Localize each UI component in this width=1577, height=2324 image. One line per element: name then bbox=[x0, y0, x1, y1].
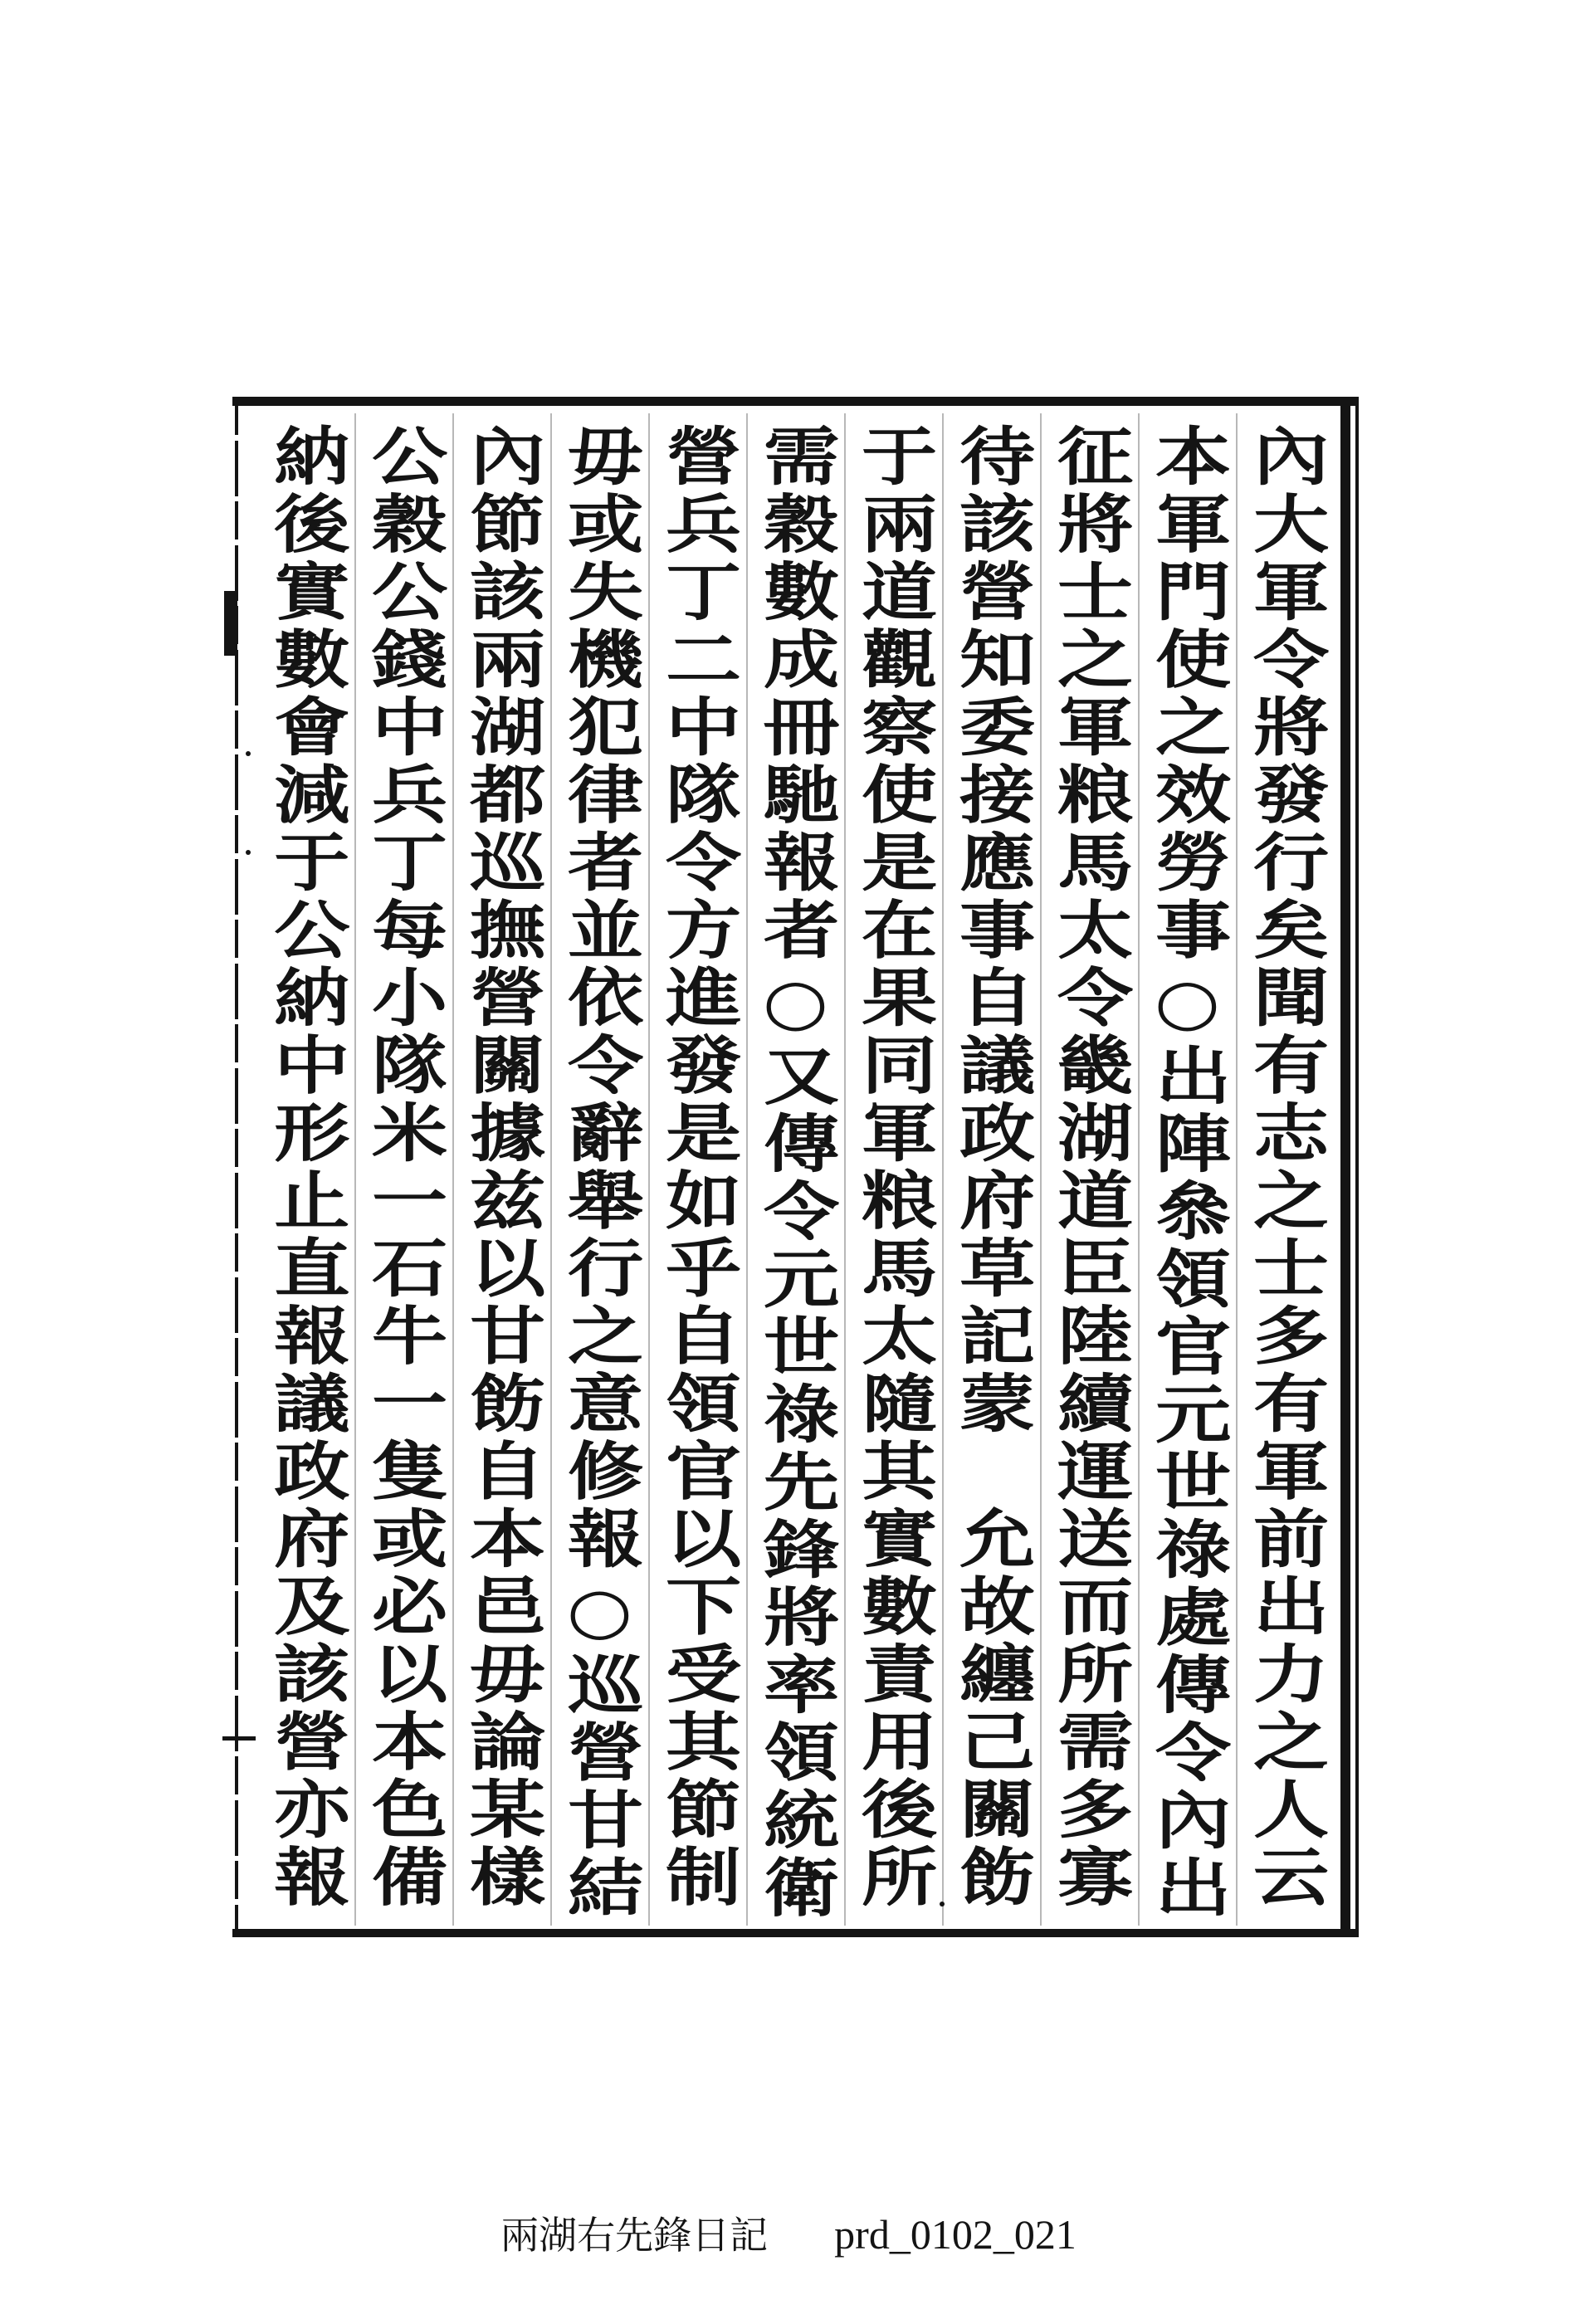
text-column-7 bbox=[648, 413, 746, 1926]
left-margin-ink-mark bbox=[224, 591, 237, 656]
text-column-6 bbox=[746, 413, 844, 1926]
text-column-9-text: 內節該兩湖都巡撫營關據兹以甘飭自本邑毋論某樣 bbox=[457, 423, 546, 1911]
frame-right-outer-rule bbox=[1355, 397, 1359, 1937]
text-column-2-text: 本軍門使之效勞事○出陣叅領官元世祿處傳令內出 bbox=[1143, 423, 1232, 1922]
frame-top-rule bbox=[232, 397, 1359, 406]
text-column-4-text: 待該營知委接應事自議政府草記蒙 允故纏己關飭 bbox=[947, 423, 1036, 1911]
text-column-10-text: 公穀公錢中兵丁每小隊米一石牛一隻或必以本色備 bbox=[359, 423, 448, 1911]
ink-speck bbox=[246, 850, 251, 855]
text-column-4 bbox=[942, 413, 1040, 1926]
text-column-8-text: 毋或失機犯律者並依令辭舉行之意修報○巡營甘結 bbox=[555, 423, 644, 1922]
text-column-1-text: 內大軍令將發行矣聞有志之士多有軍前出力之人云 bbox=[1241, 423, 1330, 1911]
text-column-5 bbox=[844, 413, 942, 1926]
text-block bbox=[256, 413, 1334, 1926]
text-column-7-text: 營兵丁二中隊令方進發是如乎自領官以下受其節制 bbox=[653, 423, 742, 1911]
page-id: prd_0102_021 bbox=[834, 2211, 1077, 2258]
ink-speck bbox=[246, 751, 251, 756]
text-column-10 bbox=[354, 413, 452, 1926]
book-title: 兩湖右先鋒日記 bbox=[500, 2213, 769, 2258]
text-column-3-text: 征將士之軍粮馬太令畿湖道臣陸續運送而所需多寡 bbox=[1045, 423, 1134, 1911]
left-margin-tick bbox=[222, 1736, 256, 1741]
text-column-5-text: 于兩道觀察使是在果同軍粮馬太隨其實數責用後所 bbox=[849, 423, 938, 1911]
frame-bottom-rule bbox=[232, 1929, 1359, 1937]
text-column-1 bbox=[1236, 413, 1334, 1926]
text-column-8 bbox=[550, 413, 648, 1926]
text-column-6-text: 需穀數成冊馳報者○又傳令元世祿先鋒將率領統衛 bbox=[751, 423, 840, 1922]
text-column-2 bbox=[1138, 413, 1236, 1926]
page-caption bbox=[0, 2208, 1577, 2261]
text-column-3 bbox=[1040, 413, 1138, 1926]
text-column-11 bbox=[256, 413, 354, 1926]
text-column-11-text: 納後實數會減于公納中形止直報議政府及該營亦報 bbox=[261, 423, 350, 1911]
frame-right-rule bbox=[1340, 397, 1350, 1937]
text-column-9 bbox=[452, 413, 550, 1926]
